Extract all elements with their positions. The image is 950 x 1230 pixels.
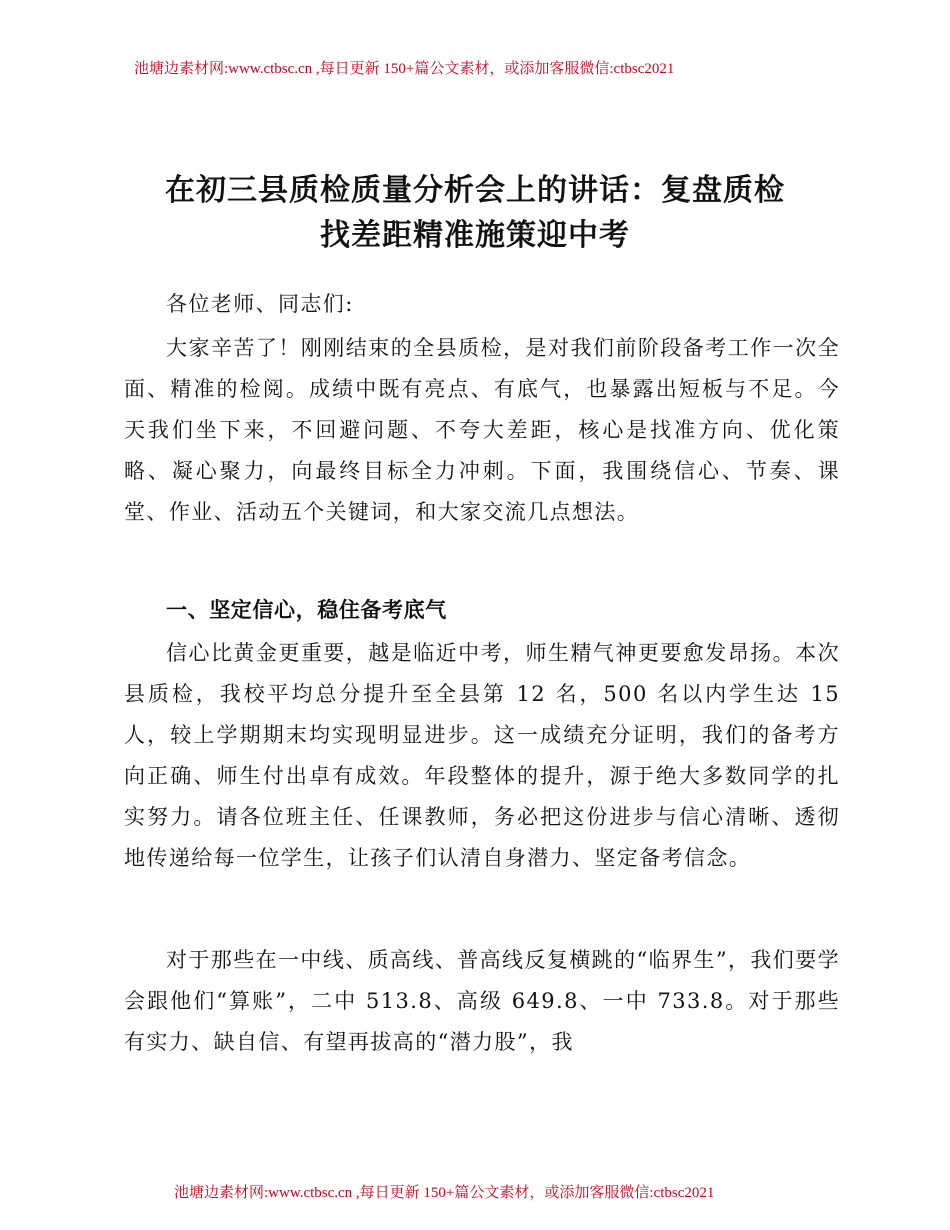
document-title bbox=[80, 168, 870, 258]
paragraph-2: 信心比黄金更重要，越是临近中考，师生精气神更要愈发昂扬。本次县质检，我校平均总分提升至全县第 12 名，500 名以内学生达 15 人，较上学期期末均实现明显进步。这一成绩充分证明，我们的备考方向正确、师生付出卓有成效。年段整体的提升，源于绝大多数同学的扎实努力。请各位班主任、任课教师，务必把这份进步与信心清晰、透彻地传递给每一位学生，让孩子们认清自身潜力、坚定备考信念。 bbox=[124, 641, 840, 870]
title-line-2: 找差距精准施策迎中考 bbox=[320, 218, 630, 253]
header-banner: 池塘边素材网:www.ctbsc.cn ,每日更新 150+篇公文素材，或添加客服微信:ctbsc2021 bbox=[134, 61, 675, 77]
title-line-1: 在初三县质检质量分析会上的讲话：复盘质检 bbox=[165, 173, 785, 208]
paragraph-3: 对于那些在一中线、质高线、普高线反复横跳的“临界生”，我们要学会跟他们“算账”，二中 513.8、高级 649.8、一中 733.8。对于那些有实力、缺自信、有望再拔高的“潜力股”，我 bbox=[124, 948, 840, 1054]
paragraph-1: 大家辛苦了！刚刚结束的全县质检，是对我们前阶段备考工作一次全面、精准的检阅。成绩中既有亮点、有底气，也暴露出短板与不足。今天我们坐下来，不回避问题、不夸大差距，核心是找准方向、优化策略、凝心聚力，向最终目标全力冲刺。下面，我围绕信心、节奏、课堂、作业、活动五个关键词，和大家交流几点想法。 bbox=[124, 336, 840, 524]
footer-banner: 池塘边素材网:www.ctbsc.cn ,每日更新 150+篇公文素材，或添加客服微信:ctbsc2021 bbox=[174, 1185, 715, 1201]
section-heading-1: 一、坚定信心，稳住备考底气 bbox=[166, 598, 447, 622]
salutation: 各位老师、同志们: bbox=[166, 292, 354, 316]
